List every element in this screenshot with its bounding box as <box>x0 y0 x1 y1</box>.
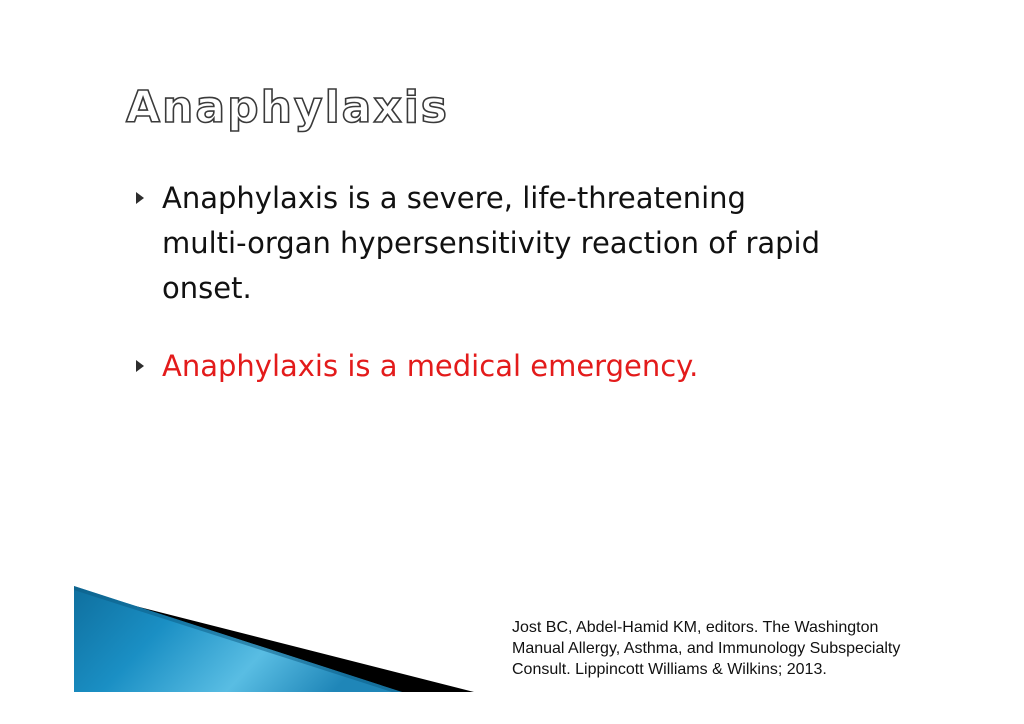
citation-line: Manual Allergy, Asthma, and Immunology Subspecialty <box>512 640 901 657</box>
bullet-item-emergency <box>136 344 916 389</box>
bullet-text-line: multi-organ hypersensitivity reaction of rapid <box>162 226 821 260</box>
bullet-arrow-icon <box>136 192 144 204</box>
bullet-item-definition <box>136 176 916 311</box>
bullet-list <box>136 176 916 422</box>
bullet-text-line: onset. <box>162 271 252 305</box>
decorative-corner-wedge <box>74 586 474 692</box>
citation-line: Consult. Lippincott Williams & Wilkins; 2013. <box>512 661 827 678</box>
bullet-arrow-icon <box>136 360 144 372</box>
bullet-text-line: Anaphylaxis is a medical emergency. <box>162 349 699 383</box>
slide-title: Anaphylaxis <box>126 82 449 133</box>
bullet-text-line: Anaphylaxis is a severe, life-threatening <box>162 181 746 215</box>
citation-reference <box>512 617 952 680</box>
citation-line: Jost BC, Abdel-Hamid KM, editors. The Washington <box>512 619 879 636</box>
